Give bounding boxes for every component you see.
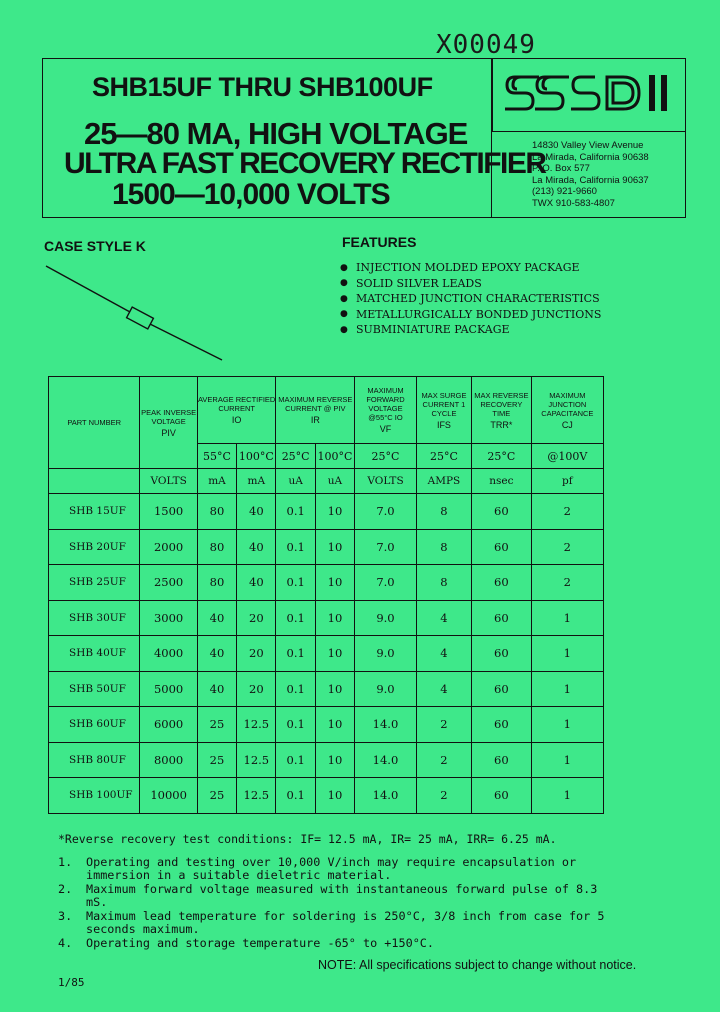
- condition-cell: 25°C: [472, 444, 532, 469]
- value-cell: 4: [416, 600, 471, 636]
- header-ir: MAXIMUM REVERSE CURRENT @ PIV IR: [276, 377, 355, 444]
- part-number-cell: SHB 30UF: [49, 600, 140, 636]
- value-cell: 1: [531, 636, 603, 672]
- units-row: [49, 469, 604, 494]
- device-type-title: ULTRA FAST RECOVERY RECTIFIER: [64, 147, 546, 180]
- value-cell: 7.0: [355, 494, 417, 530]
- value-cell: 40: [237, 494, 276, 530]
- address-line: La Mirada, California 90638: [532, 151, 649, 163]
- unit-cell: uA: [315, 469, 354, 494]
- feature-item: ● SUBMINIATURE PACKAGE: [340, 323, 510, 337]
- unit-cell: uA: [276, 469, 315, 494]
- value-cell: 0.1: [276, 529, 315, 565]
- address-line: P. O. Box 577: [532, 163, 590, 175]
- value-cell: 9.0: [355, 671, 417, 707]
- value-cell: 1: [531, 778, 603, 814]
- address-line: La Mirada, California 90637: [532, 174, 649, 186]
- value-cell: 3000: [140, 600, 197, 636]
- value-cell: 1: [531, 707, 603, 743]
- features-list: [340, 260, 601, 338]
- address-line: TWX 910-583-4807: [532, 197, 615, 209]
- value-cell: 60: [472, 636, 532, 672]
- feature-item: ● SOLID SILVER LEADS: [340, 276, 482, 290]
- table-row: [49, 636, 604, 672]
- value-cell: 60: [472, 529, 532, 565]
- table-row: [49, 600, 604, 636]
- value-cell: 20: [237, 600, 276, 636]
- value-cell: 2: [531, 565, 603, 601]
- value-cell: 80: [197, 494, 236, 530]
- unit-cell: AMPS: [416, 469, 471, 494]
- condition-cell: 55°C: [197, 444, 236, 469]
- value-cell: 6000: [140, 707, 197, 743]
- value-cell: 2500: [140, 565, 197, 601]
- case-style-label: CASE STYLE K: [44, 238, 146, 254]
- part-number-cell: SHB 20UF: [49, 529, 140, 565]
- unit-cell: mA: [237, 469, 276, 494]
- note-item: 1. Operating and testing over 10,000 V/inch may require encapsulation or immersion in a suitable dieletric material.: [58, 855, 577, 882]
- value-cell: 0.1: [276, 778, 315, 814]
- value-cell: 1: [531, 742, 603, 778]
- value-cell: 10: [315, 671, 354, 707]
- current-rating-title: 25—80 MA, HIGH VOLTAGE: [84, 116, 468, 151]
- address-line: (213) 921-9660: [532, 186, 597, 198]
- value-cell: 60: [472, 742, 532, 778]
- voltage-range-title: 1500—10,000 VOLTS: [112, 178, 390, 211]
- header-ifs: MAX SURGE CURRENT 1 CYCLE IFS: [416, 377, 471, 444]
- header-trr: MAX REVERSE RECOVERY TIME TRR*: [472, 377, 532, 444]
- value-cell: 20: [237, 636, 276, 672]
- unit-cell: mA: [197, 469, 236, 494]
- value-cell: 10: [315, 529, 354, 565]
- part-number-cell: SHB 50UF: [49, 671, 140, 707]
- part-range-title: SHB15UF THRU SHB100UF: [92, 72, 433, 102]
- value-cell: 40: [197, 671, 236, 707]
- value-cell: 2: [416, 742, 471, 778]
- value-cell: 25: [197, 778, 236, 814]
- value-cell: 10: [315, 565, 354, 601]
- bullet-icon: ●: [340, 324, 348, 335]
- value-cell: 60: [472, 671, 532, 707]
- bullet-icon: ●: [340, 309, 348, 320]
- value-cell: 1: [531, 600, 603, 636]
- value-cell: 10000: [140, 778, 197, 814]
- header-vf: MAXIMUM FORWARD VOLTAGE @55°C IO VF: [355, 377, 417, 444]
- value-cell: 2: [416, 778, 471, 814]
- value-cell: 2000: [140, 529, 197, 565]
- value-cell: 60: [472, 600, 532, 636]
- value-cell: 25: [197, 707, 236, 743]
- value-cell: 8: [416, 494, 471, 530]
- value-cell: 14.0: [355, 707, 417, 743]
- part-number-cell: SHB 100UF: [49, 778, 140, 814]
- value-cell: 40: [237, 565, 276, 601]
- condition-cell: 100°C: [237, 444, 276, 469]
- value-cell: 2: [416, 707, 471, 743]
- value-cell: 0.1: [276, 742, 315, 778]
- unit-cell: VOLTS: [355, 469, 417, 494]
- table-row: [49, 742, 604, 778]
- note-item: 2. Maximum forward voltage measured with instantaneous forward pulse of 8.3 mS.: [58, 882, 598, 909]
- condition-cell: 100°C: [315, 444, 354, 469]
- value-cell: 80: [197, 529, 236, 565]
- value-cell: 10: [315, 636, 354, 672]
- part-number-cell: SHB 80UF: [49, 742, 140, 778]
- condition-cell: 25°C: [276, 444, 315, 469]
- handwritten-doc-number: X00049: [436, 30, 536, 60]
- value-cell: 5000: [140, 671, 197, 707]
- value-cell: 7.0: [355, 565, 417, 601]
- table-row: [49, 778, 604, 814]
- value-cell: 2: [531, 494, 603, 530]
- value-cell: 4: [416, 636, 471, 672]
- table-row: [49, 494, 604, 530]
- table-row: [49, 707, 604, 743]
- diode-package-drawing: [40, 260, 240, 370]
- value-cell: 12.5: [237, 742, 276, 778]
- value-cell: 10: [315, 707, 354, 743]
- value-cell: 60: [472, 565, 532, 601]
- value-cell: 8000: [140, 742, 197, 778]
- value-cell: 9.0: [355, 600, 417, 636]
- value-cell: 14.0: [355, 742, 417, 778]
- company-address: [532, 140, 649, 210]
- part-number-cell: SHB 25UF: [49, 565, 140, 601]
- table-header-row: [49, 377, 604, 444]
- value-cell: 0.1: [276, 707, 315, 743]
- specifications-table: [48, 376, 604, 814]
- value-cell: 80: [197, 565, 236, 601]
- note-item: 4. Operating and storage temperature -65° to +150°C.: [58, 936, 435, 950]
- notes-list: [58, 856, 618, 952]
- value-cell: 1: [531, 671, 603, 707]
- value-cell: 25: [197, 742, 236, 778]
- value-cell: 9.0: [355, 636, 417, 672]
- value-cell: 12.5: [237, 707, 276, 743]
- bullet-icon: ●: [340, 293, 348, 304]
- value-cell: 40: [197, 600, 236, 636]
- condition-cell: 25°C: [416, 444, 471, 469]
- unit-cell: nsec: [472, 469, 532, 494]
- value-cell: 0.1: [276, 494, 315, 530]
- ssdi-logo: [493, 59, 685, 131]
- bullet-icon: ●: [340, 262, 348, 273]
- disclaimer-note: NOTE: All specifications subject to change without notice.: [318, 958, 637, 972]
- value-cell: 2: [531, 529, 603, 565]
- value-cell: 4000: [140, 636, 197, 672]
- header-cj: MAXIMUM JUNCTION CAPACITANCE CJ: [531, 377, 603, 444]
- value-cell: 8: [416, 565, 471, 601]
- logo-box: [492, 58, 686, 132]
- condition-cell: 25°C: [355, 444, 417, 469]
- value-cell: 8: [416, 529, 471, 565]
- value-cell: 12.5: [237, 778, 276, 814]
- value-cell: 14.0: [355, 778, 417, 814]
- table-row: [49, 529, 604, 565]
- unit-cell: VOLTS: [140, 469, 197, 494]
- table-row: [49, 565, 604, 601]
- bullet-icon: ●: [340, 278, 348, 289]
- revision-date: 1/85: [58, 976, 85, 989]
- value-cell: 10: [315, 742, 354, 778]
- features-heading: FEATURES: [342, 234, 417, 250]
- value-cell: 60: [472, 778, 532, 814]
- unit-cell: pf: [531, 469, 603, 494]
- value-cell: 10: [315, 494, 354, 530]
- value-cell: 0.1: [276, 565, 315, 601]
- value-cell: 0.1: [276, 671, 315, 707]
- table-row: [49, 671, 604, 707]
- value-cell: 60: [472, 707, 532, 743]
- value-cell: 60: [472, 494, 532, 530]
- feature-item: ● METALLURGICALLY BONDED JUNCTIONS: [340, 307, 602, 321]
- value-cell: 1500: [140, 494, 197, 530]
- part-number-cell: SHB 40UF: [49, 636, 140, 672]
- value-cell: 7.0: [355, 529, 417, 565]
- value-cell: 40: [237, 529, 276, 565]
- value-cell: 0.1: [276, 636, 315, 672]
- feature-item: ● INJECTION MOLDED EPOXY PACKAGE: [340, 261, 580, 275]
- value-cell: 40: [197, 636, 236, 672]
- header-part-number: PART NUMBER: [49, 377, 140, 469]
- unit-cell: [49, 469, 140, 494]
- address-line: 14830 Valley View Avenue: [532, 140, 644, 151]
- note-item: 3. Maximum lead temperature for soldering is 250°C, 3/8 inch from case for 5 seconds maximum.: [58, 909, 605, 936]
- value-cell: 10: [315, 600, 354, 636]
- value-cell: 0.1: [276, 600, 315, 636]
- value-cell: 4: [416, 671, 471, 707]
- feature-item: ● MATCHED JUNCTION CHARACTERISTICS: [340, 292, 600, 306]
- value-cell: 20: [237, 671, 276, 707]
- condition-cell: @100V: [531, 444, 603, 469]
- header-piv: PEAK INVERSE VOLTAGE PIV: [140, 377, 197, 469]
- value-cell: 10: [315, 778, 354, 814]
- header-io: AVERAGE RECTIFIED CURRENT IO: [197, 377, 276, 444]
- part-number-cell: SHB 15UF: [49, 494, 140, 530]
- reverse-recovery-footnote: *Reverse recovery test conditions: IF= 12.5 mA, IR= 25 mA, IRR= 6.25 mA.: [58, 832, 557, 846]
- part-number-cell: SHB 60UF: [49, 707, 140, 743]
